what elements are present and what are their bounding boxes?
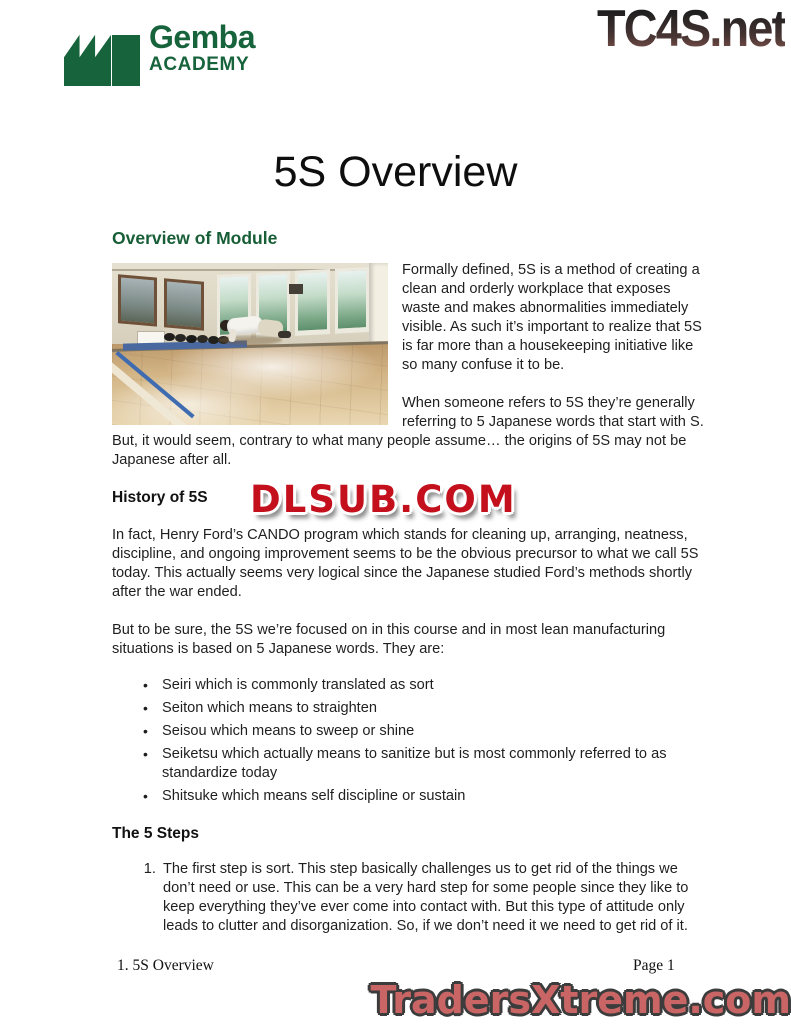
tradersxtreme-watermark: TradersXtreme.com	[370, 978, 791, 1022]
steps-heading: The 5 Steps	[112, 825, 199, 842]
overview-paragraph-1: Formally defined, 5S is a method of creating a clean and orderly workplace that exposes waste and makes abnormalities immediately visible. As such it’s important to realize that 5S is far more than a housekeeping initiative like so many confuse it to be.	[402, 262, 702, 373]
logo-secondary-text: ACADEMY	[149, 54, 250, 75]
history-heading: History of 5S	[112, 489, 208, 506]
footer-page-number: Page 1	[633, 957, 675, 974]
logo-text	[149, 20, 255, 76]
factory-icon	[64, 22, 140, 86]
s-words-list	[112, 676, 704, 806]
page-title: 5S Overview	[273, 148, 518, 196]
list-item-seiri: • Seiri which is commonly translated as sort	[162, 676, 704, 695]
factory-icon-teeth	[64, 22, 111, 86]
overview-section	[112, 261, 704, 936]
history-paragraph-2: But to be sure, the 5S we’re focused on in this course and in most lean manufacturing situations is based on 5 Japanese words. They are:	[112, 622, 666, 657]
factory-icon-body	[112, 35, 140, 86]
dlsub-watermark: DLSUB.COM	[250, 478, 517, 521]
document-content	[112, 228, 704, 936]
history-paragraph-1: In fact, Henry Ford’s CANDO program which stands for cleaning up, arranging, neatness, discipline, and ongoing improvement seems to be the obvious precursor to what we call 5S today. This actually seems very logical since the Japanese studied Ford’s methods shortly after the war ended.	[112, 527, 699, 600]
module-photo	[112, 263, 388, 425]
list-item-seiton: • Seiton which means to straighten	[162, 699, 704, 718]
gemba-academy-logo	[64, 20, 255, 86]
steps-list	[112, 860, 704, 936]
overview-heading: Overview of Module	[112, 228, 278, 248]
photo-person	[214, 307, 294, 355]
overview-paragraph-2: When someone refers to 5S they’re generally referring to 5 Japanese words that start with S. But, it would seem, contrary to what many people assume… the origins of 5S may not be Japanese after all.	[112, 395, 704, 468]
logo-primary-text: Gemba	[149, 19, 255, 55]
photo-wall-vent	[289, 284, 303, 294]
step-item-1: 1. The first step is sort. This step basically challenges us to get rid of the things we don’t need or use. This can be a very hard step for some people since they like to keep everything they’ve ever come into contact with. But this type of attitude only leads to clutter and disorganization. So, if we don’t need it we need to get rid of it.	[160, 860, 704, 936]
tc4s-watermark: TC4S.net	[596, 0, 785, 58]
list-item-seiketsu: • Seiketsu which actually means to sanitize but is most commonly referred to as standardize today	[162, 745, 704, 783]
footer-document-label: 1. 5S Overview	[117, 957, 214, 974]
list-item-seisou: • Seisou which means to sweep or shine	[162, 722, 704, 741]
photo-bags	[164, 333, 175, 341]
list-item-shitsuke: • Shitsuke which means self discipline or sustain	[162, 787, 704, 806]
photo-left-windows	[118, 274, 204, 330]
